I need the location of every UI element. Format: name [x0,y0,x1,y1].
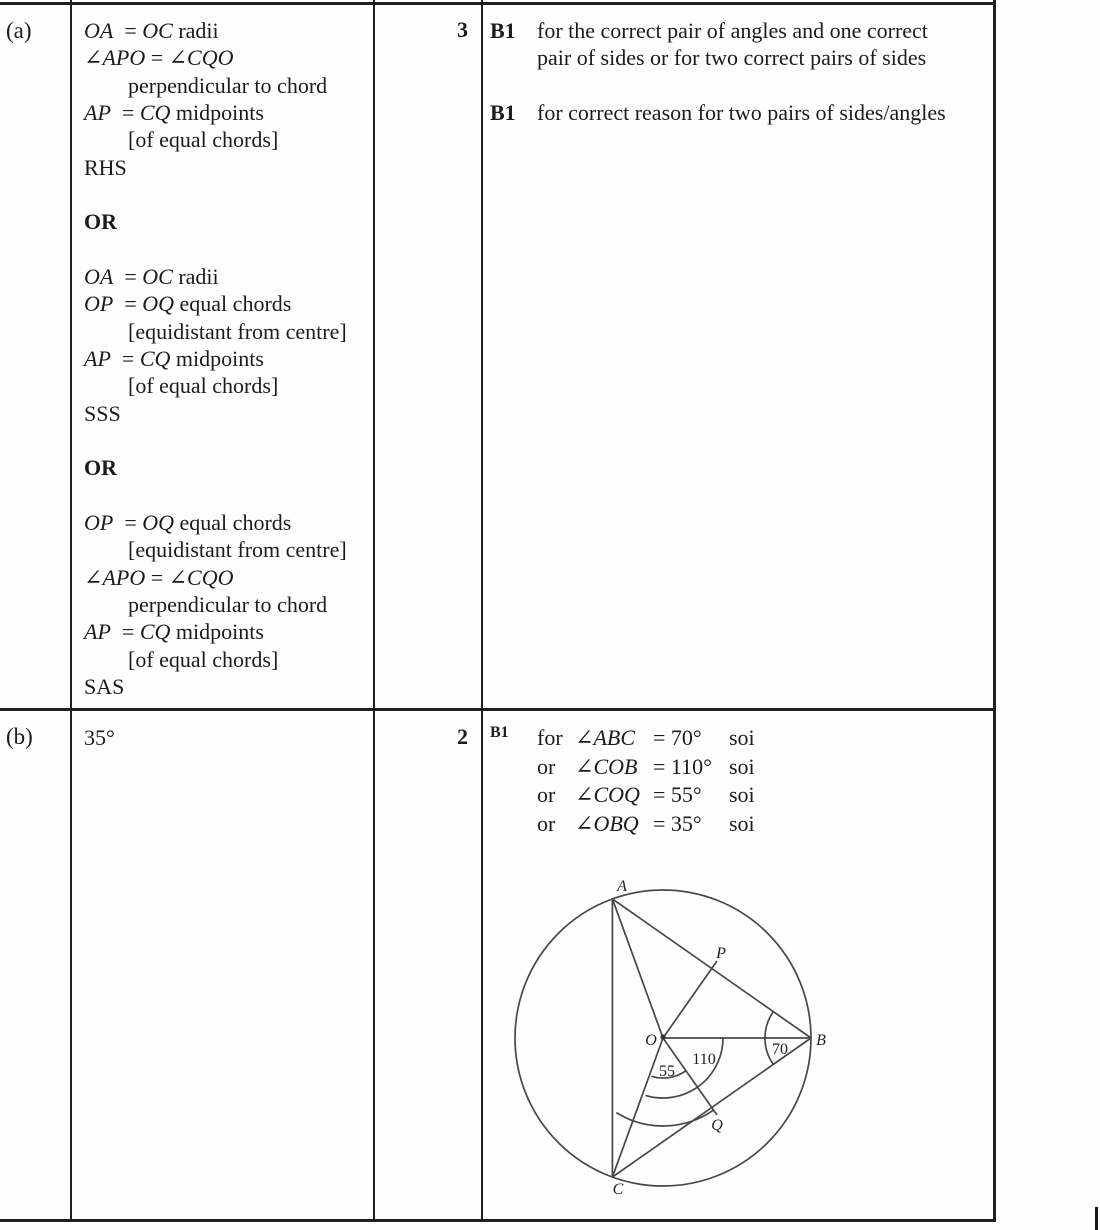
prefix [537,781,575,810]
angle-value-110: 110 [692,1051,716,1068]
text-run: or [537,811,556,837]
col-divider-mark [373,0,375,1222]
text-run: ∠ [575,725,594,750]
angle-name [575,781,653,810]
row-divider [0,708,996,711]
label-Q: Q [711,1117,723,1134]
answer-line [84,454,369,481]
math-var: CQ [139,99,171,125]
text-run: = [110,99,140,125]
text-run: = 35° [653,811,702,837]
text-run: = 110° [653,753,712,779]
answer-line [84,208,369,235]
text-run: soi [729,725,755,750]
part-label-a: (a) [6,18,32,43]
math-var: AP [84,99,111,125]
centre-dot [660,1034,665,1039]
radius-OA [612,899,663,1038]
radius-OC [612,1038,663,1177]
math-var: OA [84,263,114,289]
text-run: equal chords [174,291,292,317]
text-run: midpoints [170,99,264,125]
text-run: RHS [84,154,127,180]
answer-line [84,17,369,44]
math-var: COQ [593,782,640,808]
text-run: SAS [84,673,125,699]
answer-line [84,345,369,372]
text-run: ∠ [575,753,594,779]
page-edge-mark [1095,1207,1098,1230]
soi-tag [729,781,1007,810]
text-run: = [110,619,140,645]
table-bottom-border [0,1219,996,1222]
text-run: OR [84,455,117,481]
text-run: soi [729,753,755,779]
text-run: = [113,509,143,535]
text-run: [equidistant from centre] [128,537,347,563]
answer-line [84,181,369,208]
math-var: OP [84,509,114,535]
text-run: = [113,18,143,43]
text-run: ∠ [575,782,594,808]
math-var: COB [593,753,638,779]
answer-line [84,591,369,618]
answer-line [84,290,369,317]
answer-line [84,618,369,645]
angle-name [575,810,653,839]
math-var: OQ [142,291,175,317]
answer-line [84,564,369,591]
answer-line [84,236,369,263]
text-run: = ∠ [145,45,188,71]
angle-value [653,781,729,810]
circle-diagram [495,860,845,1215]
answer-line [84,646,369,673]
text-run: equal chords [174,509,292,535]
answer-line [84,126,369,153]
math-var: OQ [142,509,175,535]
text-run: [of equal chords] [128,646,279,672]
math-var: CQ [139,345,171,371]
text-run: or [537,782,556,808]
prefix [537,810,575,839]
answer-line [84,154,369,181]
part-label-b: (b) [6,724,33,749]
text-run: = 70° [653,725,702,750]
soi-tag [729,810,1007,839]
soi-tag [729,753,1007,782]
col-divider-part [70,0,72,1222]
text-run: OR [84,209,117,235]
answer-line [84,72,369,99]
notes-block-b [490,724,1007,839]
text-run: = [110,345,140,371]
text-run: = [113,263,143,289]
prefix [537,753,575,782]
label-B: B [816,1032,826,1049]
note-line: pair of sides or for two correct pairs of sides [537,45,927,71]
text-run: midpoints [170,619,264,645]
math-var: CQ [139,619,171,645]
b1-code: B1 [490,100,516,126]
answer-block-a [84,17,369,700]
angle-name [575,753,653,782]
text-run: [equidistant from centre] [128,318,347,344]
math-var: OBQ [593,811,639,837]
soi-tag [729,724,1007,753]
answer-line [84,673,369,700]
text-run: soi [729,782,755,808]
text-run: SSS [84,400,121,426]
math-var: AP [84,619,111,645]
b1-code: B1 [490,18,516,43]
table-right-border [993,0,996,1222]
answer-line [84,400,369,427]
answer-b: 35° [84,725,115,750]
text-run: perpendicular to chord [128,72,328,98]
mark-cell-a: 3 [457,17,468,42]
text-run: = 55° [653,782,702,808]
math-var: CQO [187,564,234,590]
text-run: = [113,291,143,317]
note-line: for correct reason for two pairs of sides/angles [537,100,946,126]
col-divider-notes [481,0,483,1222]
note-group [490,99,960,126]
label-C: C [612,1181,624,1198]
text-run: [of equal chords] [128,127,279,153]
segment-OP [663,961,717,1038]
text-run: ∠ [84,45,103,71]
math-var: OA [84,18,114,43]
angle-value [653,810,729,839]
table-top-border [0,2,996,5]
angle-value [653,724,729,753]
label-A: A [617,878,627,895]
angle-value-70: 70 [772,1041,788,1058]
math-var: OC [142,263,173,289]
text-run: radii [172,18,219,43]
prefix [537,724,575,753]
mark-cell-b: 2 [457,724,468,749]
angle-grid [537,724,1007,839]
answer-line [84,427,369,454]
text-run: radii [172,263,219,289]
text-run: [of equal chords] [128,373,279,399]
text-run: or [537,753,556,779]
math-var: ABC [593,725,635,750]
text-run: soi [729,811,755,837]
math-var: OC [142,18,173,43]
answer-line [84,263,369,290]
math-var: AP [84,345,111,371]
angle-name [575,724,653,753]
math-var: APO [102,564,146,590]
math-var: CQO [187,45,234,71]
text-run: = ∠ [145,564,188,590]
angle-value-55: 55 [659,1063,675,1080]
b1-code: B1 [490,724,509,741]
answer-line [84,509,369,536]
math-var: OP [84,291,114,317]
note-group [490,17,960,72]
note-line: for the correct pair of angles and one correct [537,18,928,43]
label-O: O [645,1032,657,1049]
math-var: APO [102,45,146,71]
answer-line [84,372,369,399]
answer-line [84,99,369,126]
text-run: perpendicular to chord [128,591,328,617]
text-run: midpoints [170,345,264,371]
answer-line [84,482,369,509]
text-run: ∠ [84,564,103,590]
angle-value [653,753,729,782]
answer-line [84,536,369,563]
text-run: ∠ [575,811,594,837]
answer-line [84,318,369,345]
text-run: for [537,725,563,750]
label-P: P [716,945,726,962]
answer-line [84,44,369,71]
notes-block-a [490,17,960,126]
